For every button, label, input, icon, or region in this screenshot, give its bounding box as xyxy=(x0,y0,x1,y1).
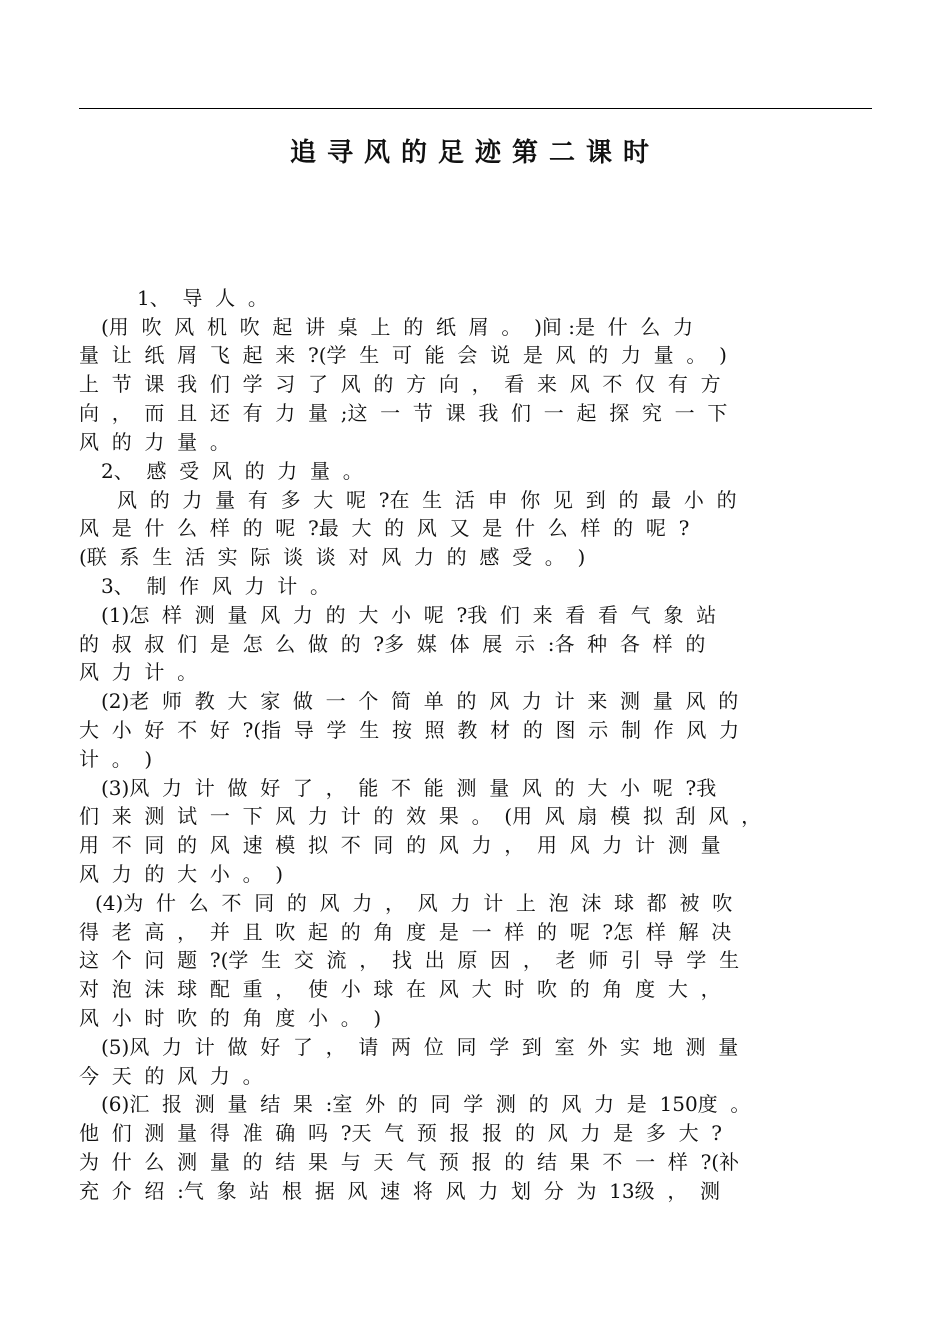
text-line: (6)汇 报 测 量 结 果 :室 外 的 同 学 测 的 风 力 是 150度 。 xyxy=(101,1092,751,1116)
text-line: 风 力 计 。 xyxy=(79,660,198,684)
text-line: 风 力 的 大 小 。 ) xyxy=(79,862,284,886)
text-line: (4)为 什 么 不 同 的 风 力 ， 风 力 计 上 泡 沫 球 都 被 吹 xyxy=(95,891,733,915)
text-line: 得 老 高 ， 并 且 吹 起 的 角 度 是 一 样 的 呢 ?怎 样 解 决 xyxy=(79,920,732,944)
text-line: 们 来 测 试 一 下 风 力 计 的 效 果 。 (用 风 扇 模 拟 刮 风 ， xyxy=(79,804,762,828)
text-line: 风 的 力 量 。 xyxy=(79,430,230,454)
page-title: 追寻风的足迹第二课时 xyxy=(289,138,660,168)
text-line: (1)怎 样 测 量 风 力 的 大 小 呢 ?我 们 来 看 看 气 象 站 xyxy=(101,603,717,627)
text-line: 计 。 ) xyxy=(79,747,153,771)
text-line: 今 天 的 风 力 。 xyxy=(79,1064,263,1088)
text-line: 3、 制 作 风 力 计 。 xyxy=(101,574,331,598)
text-line: (联 系 生 活 实 际 谈 谈 对 风 力 的 感 受 。 ) xyxy=(79,545,586,569)
text-line: 1、 导 人 。 xyxy=(137,286,268,310)
text-line: 风 是 什 么 样 的 呢 ?最 大 的 风 又 是 什 么 样 的 呢 ? xyxy=(79,516,690,540)
text-line: 2、 感 受 风 的 力 量 。 xyxy=(101,459,363,483)
text-line: 大 小 好 不 好 ?(指 导 学 生 按 照 教 材 的 图 示 制 作 风 力 xyxy=(79,718,740,742)
text-line: 向 ， 而 且 还 有 力 量 ;这 一 节 课 我 们 一 起 探 究 一 下 xyxy=(79,401,728,425)
text-line: (5)风 力 计 做 好 了 ， 请 两 位 同 学 到 室 外 实 地 测 量 xyxy=(101,1035,739,1059)
text-line: 风 的 力 量 有 多 大 呢 ?在 生 活 申 你 见 到 的 最 小 的 xyxy=(117,488,737,512)
text-line: 这 个 问 题 ?(学 生 交 流 ， 找 出 原 因 ， 老 师 引 导 学 生 xyxy=(79,948,740,972)
header-rule xyxy=(79,108,872,109)
text-line: 为 什 么 测 量 的 结 果 与 天 气 预 报 的 结 果 不 一 样 ?(补 xyxy=(79,1150,740,1174)
text-line: (2)老 师 教 大 家 做 一 个 简 单 的 风 力 计 来 测 量 风 的 xyxy=(101,689,739,713)
text-line: (用 吹 风 机 吹 起 讲 桌 上 的 纸 屑 。 )间 :是 什 么 力 xyxy=(101,315,694,339)
text-line: 风 小 时 吹 的 角 度 小 。 ) xyxy=(79,1006,382,1030)
text-line: 用 不 同 的 风 速 模 拟 不 同 的 风 力 ， 用 风 力 计 测 量 xyxy=(79,833,721,857)
text-line: 上 节 课 我 们 学 习 了 风 的 方 向 ， 看 来 风 不 仅 有 方 xyxy=(79,372,721,396)
text-line: (3)风 力 计 做 好 了 ， 能 不 能 测 量 风 的 大 小 呢 ?我 xyxy=(101,776,717,800)
text-line: 量 让 纸 屑 飞 起 来 ?(学 生 可 能 会 说 是 风 的 力 量 。 ) xyxy=(79,343,727,367)
text-line: 他 们 测 量 得 准 确 吗 ?天 气 预 报 报 的 风 力 是 多 大 ? xyxy=(79,1121,723,1145)
text-line: 充 介 绍 :气 象 站 根 据 风 速 将 风 力 划 分 为 13级 ， 测 xyxy=(79,1179,721,1203)
text-line: 对 泡 沫 球 配 重 ， 使 小 球 在 风 大 时 吹 的 角 度 大 ， xyxy=(79,977,721,1001)
text-line: 的 叔 叔 们 是 怎 么 做 的 ?多 媒 体 展 示 :各 种 各 样 的 xyxy=(79,632,706,656)
